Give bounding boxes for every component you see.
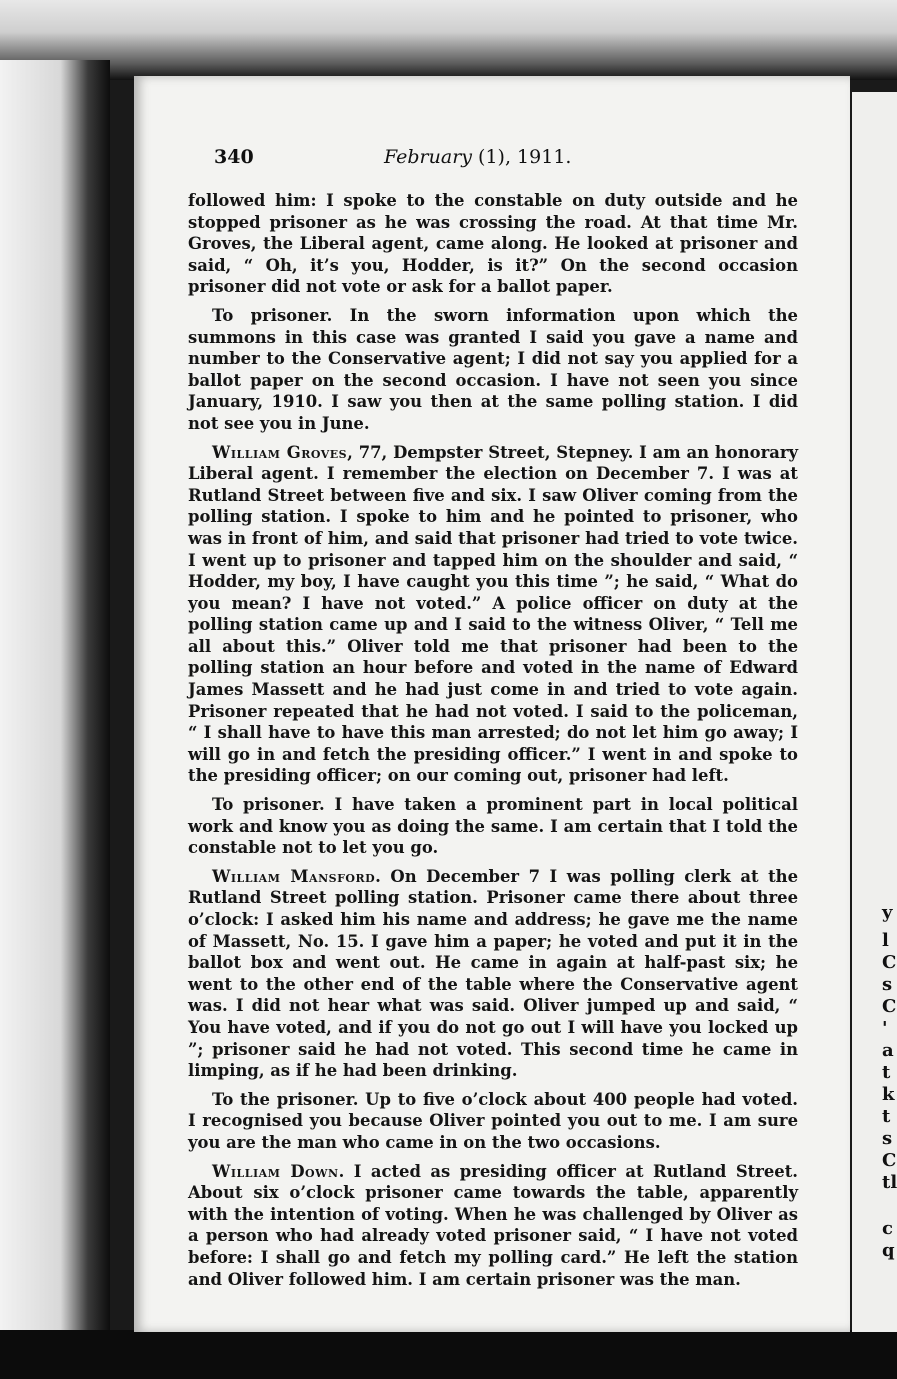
facing-page-fragment: l: [882, 930, 889, 951]
facing-page-fragment: ': [882, 1018, 888, 1039]
facing-page-fragment: tl: [882, 1172, 897, 1193]
running-head: [384, 146, 571, 168]
paragraph-text: To prisoner. In the sworn information upon which the summons in this case was granted I said you gave a name and number to the Conservative agent; I did not say you applied for a ballot paper on the second occasion. I have not seen you since January, 1910. I saw you then at the same polling station. I did not see you in June.: [188, 305, 798, 433]
paragraph-text: , 77, Dempster Street, Stepney. I am an honorary Liberal agent. I remember the election on December 7. I was at Rutland Street between five and six. I saw Oliver coming from the polling station. I spoke to him and he pointed to prisoner, who was in front of him, and said that prisoner had tried to vote twice. I went up to prisoner and tapped him on the shoulder and said, “ Hodder, my boy, I have caught you this time ”; he said, “ What do you mean? I have not voted.” A police officer on duty at the polling station came up and I said to the witness Oliver, “ Tell me all about this.” Oliver told me that prisoner had been to the polling station an hour before and voted in the name of Edward James Massett and he had just come in and tried to vote again. Prisoner repeated that he had not voted. I said to the policeman, “ I shall have to have this man arrested; do not let him go away; I will go in and fetch the presiding officer.” I went in and spoke to the presiding officer; on our coming out, prisoner had left.: [188, 442, 798, 786]
page-number: 340: [214, 146, 254, 168]
paragraph-text: followed him: I spoke to the constable on duty outside and he stopped prisoner as he was crossing the road. At that time Mr. Groves, the Liberal agent, came along. He looked at prisoner and said, “ Oh, it’s you, Hodder, is it?” On the second occasion prisoner did not vote or ask for a ballot paper.: [188, 191, 798, 297]
facing-page-fragment: a: [882, 1040, 894, 1061]
facing-page-fragment: s: [882, 1128, 893, 1149]
facing-page-fragment: y: [882, 902, 893, 923]
paragraph: [188, 794, 798, 859]
paragraph-text: . I acted as presiding officer at Rutland Street. About six o’clock prisoner came towards the table, apparently with the intention of voting. When he was challenged by Oliver as a person who had already voted prisoner said, “ I have not voted before: I shall go and fetch my polling card.” He left the station and Oliver followed him. I am certain prisoner was the man.: [188, 1161, 798, 1289]
witness-name: William Groves: [212, 442, 348, 462]
scan-top-border: [0, 0, 897, 80]
paragraph: [188, 1161, 798, 1291]
facing-page-edge: [852, 92, 897, 1332]
paragraph-text: To prisoner. I have taken a prominent part in local political work and know you as doing the same. I am certain that I told the constable not to let you go.: [188, 795, 798, 858]
paragraph: [188, 866, 798, 1082]
facing-page-fragment: t: [882, 1062, 891, 1083]
page-header: [214, 146, 614, 176]
witness-name: William Down: [212, 1161, 339, 1181]
paragraph: [188, 442, 798, 788]
facing-page-fragment: s: [882, 974, 893, 995]
running-head-date: (1), 1911.: [472, 146, 572, 168]
paragraph: [188, 1089, 798, 1154]
paragraph: [188, 305, 798, 435]
facing-page-fragment: C: [882, 952, 897, 973]
facing-page-fragment: k: [882, 1084, 895, 1105]
facing-page-fragment: c: [882, 1218, 893, 1239]
facing-page-fragment: t: [882, 1106, 891, 1127]
page-body: [188, 190, 798, 1290]
running-head-month: February: [384, 146, 473, 168]
scan-left-border: [0, 60, 110, 1379]
facing-page-fragment: C: [882, 1150, 897, 1171]
facing-page-fragment: q: [882, 1240, 895, 1261]
paragraph-text: To the prisoner. Up to five o’clock about 400 people had voted. I recognised you because Oliver pointed you out to me. I am sure you are the man who came in on the two occasions.: [188, 1089, 798, 1152]
scan-bottom-border: [0, 1330, 897, 1379]
witness-name: William Mansford: [212, 866, 376, 886]
paragraph: [188, 190, 798, 298]
facing-page-fragment: C: [882, 996, 897, 1017]
paragraph-text: . On December 7 I was polling clerk at the Rutland Street polling station. Prisoner came there about three o’clock: I asked him his name and address; he gave me the name of Massett, No. 15. I gave him a paper; he voted and put it in the ballot box and went out. He came in again at half-past six; he went to the other end of the table where the Conservative agent was. I did not hear what was said. Oliver jumped up and said, “ You have voted, and if you do not go out I will have you locked up ”; prisoner said he had not voted. This second time he came in limping, as if he had been drinking.: [188, 866, 799, 1081]
